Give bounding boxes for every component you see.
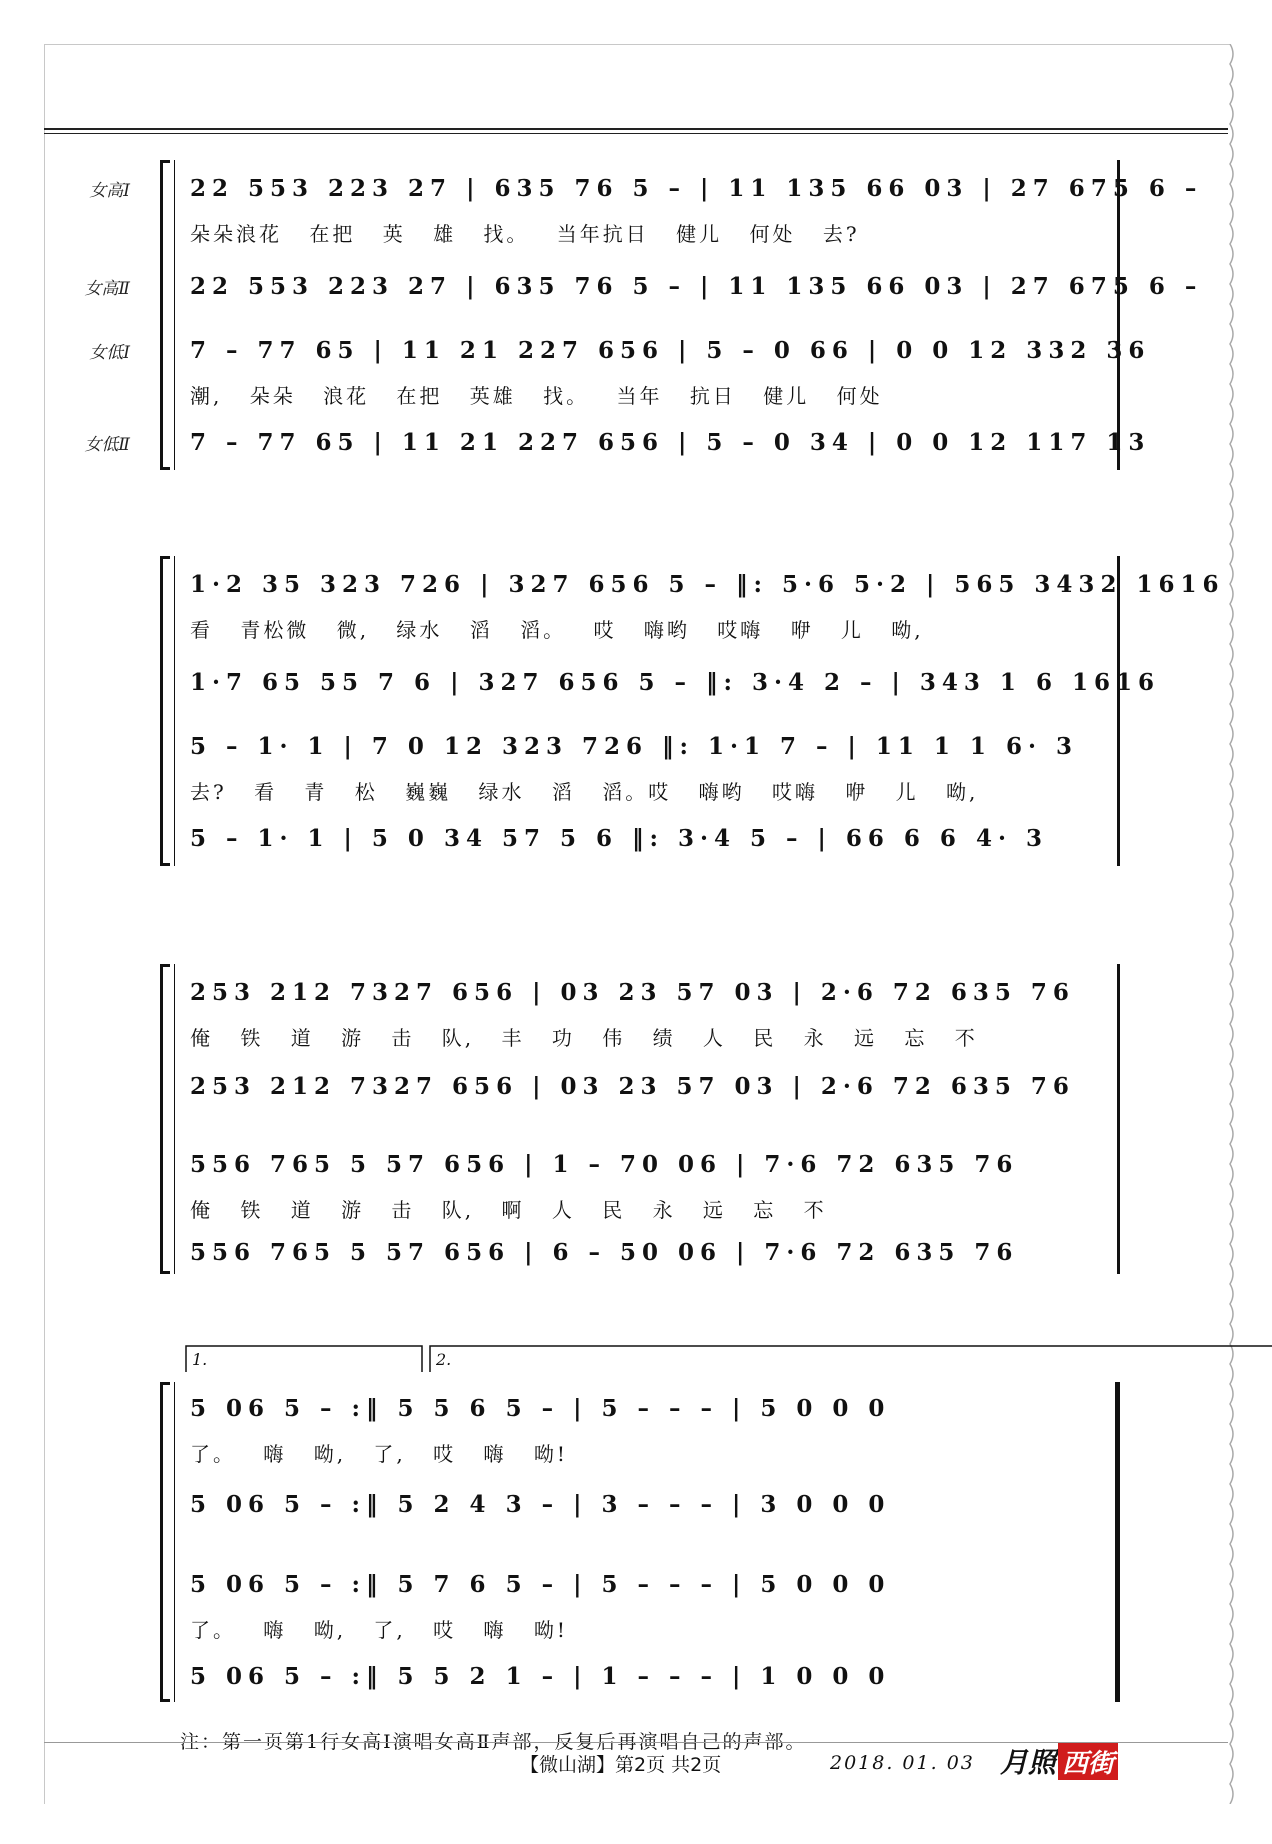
score-system-2	[160, 556, 1225, 866]
score-system-4	[160, 1350, 1120, 1702]
staff-row	[84, 420, 1272, 464]
notation-line: 556 765 5 57 656 | 1 – 70 06 | 7·6 72 635 76	[190, 1150, 1019, 1178]
system-bracket	[160, 964, 170, 1274]
notation-line: 253 212 7327 656 | 03 23 57 03 | 2·6 72 635 76	[190, 1072, 1075, 1100]
staff-row	[190, 970, 1272, 1014]
volta-2: 2.	[436, 1350, 452, 1369]
system-bar	[174, 1382, 175, 1702]
lyric-row	[190, 1430, 1272, 1474]
final-barline	[1115, 1382, 1120, 1702]
lyric-row	[190, 1186, 1272, 1230]
staff-row	[190, 816, 1272, 860]
header-rule	[44, 128, 1228, 130]
logo-text-a: 月照	[1000, 1746, 1057, 1779]
staff-row	[190, 1230, 1272, 1274]
part-name: 女低Ⅱ	[84, 434, 130, 455]
part-name: 女低Ⅰ	[89, 342, 130, 363]
lyric-line: 了。 嗨 呦, 了, 哎 嗨 呦!	[190, 1617, 568, 1642]
footnote: 注：第一页第1行女高Ⅰ演唱女高Ⅱ声部，反复后再演唱自己的声部。	[180, 1731, 807, 1753]
notation-line: 5 – 1· 1 | 5 0 34 57 5 6 ‖: 3·4 5 – | 66 6 6 4· 3	[190, 824, 1048, 852]
notation-line: 7 – 77 65 | 11 21 227 656 | 5 – 0 66 | 0 0 12 332 36	[190, 336, 1151, 364]
lyric-line: 看 青松微 微, 绿水 滔 滔。 哎 嗨哟 哎嗨 咿 儿 呦,	[190, 617, 924, 642]
volta-brackets	[184, 1344, 1272, 1374]
lyric-line: 去? 看 青 松 巍巍 绿水 滔 滔。哎 嗨哟 哎嗨 咿 儿 呦,	[190, 779, 979, 804]
lyric-row	[190, 768, 1272, 812]
logo-text-b: 西街	[1058, 1743, 1118, 1780]
staff-row	[89, 166, 1272, 210]
system-bracket	[160, 1382, 170, 1702]
torn-page-edge	[1228, 44, 1238, 1804]
staff-row	[190, 724, 1272, 768]
score-system-1	[84, 160, 1203, 470]
header-rule-thin	[44, 133, 1228, 134]
notation-line: 5 06 5 – :‖ 5 5 6 5 – | 5 – – – | 5 0 0 0	[190, 1394, 891, 1422]
notation-line: 253 212 7327 656 | 03 23 57 03 | 2·6 72 635 76	[190, 978, 1075, 1006]
system-bar	[174, 556, 175, 866]
notation-line: 556 765 5 57 656 | 6 – 50 06 | 7·6 72 635 76	[190, 1238, 1019, 1266]
system-bracket	[160, 160, 170, 470]
notation-line: 5 06 5 – :‖ 5 2 4 3 – | 3 – – – | 3 0 0 0	[190, 1490, 891, 1518]
end-barline	[1117, 556, 1120, 866]
lyric-line: 朵朵浪花 在把 英 雄 找。 当年抗日 健儿 何处 去?	[190, 221, 860, 246]
system-bar	[174, 160, 175, 470]
lyric-row	[190, 210, 1272, 254]
volta-1: 1.	[192, 1350, 208, 1369]
part-name: 女高Ⅱ	[84, 278, 130, 299]
staff-row	[84, 264, 1272, 308]
end-barline	[1117, 964, 1120, 1274]
part-name: 女高Ⅰ	[89, 180, 130, 201]
system-bracket	[160, 556, 170, 866]
lyric-line: 了。 嗨 呦, 了, 哎 嗨 呦!	[190, 1441, 568, 1466]
lyric-line: 俺 铁 道 游 击 队, 丰 功 伟 绩 人 民 永 远 忘 不	[190, 1025, 978, 1050]
lyric-row	[190, 606, 1272, 650]
lyric-line: 潮, 朵朵 浪花 在把 英雄 找。 当年 抗日 健儿 何处	[190, 383, 883, 408]
end-barline	[1117, 160, 1120, 470]
staff-row	[190, 1142, 1272, 1186]
staff-row	[190, 1064, 1272, 1108]
lyric-row	[190, 1606, 1272, 1650]
staff-row	[190, 660, 1272, 704]
notation-line: 1·7 65 55 7 6 | 327 656 5 – ‖: 3·4 2 – | 343 1 6 1616	[190, 668, 1160, 696]
staff-row	[89, 328, 1272, 372]
system-bar	[174, 964, 175, 1274]
notation-line: 5 06 5 – :‖ 5 7 6 5 – | 5 – – – | 5 0 0 0	[190, 1570, 891, 1598]
staff-row	[190, 1386, 1272, 1430]
staff-row	[190, 1654, 1272, 1698]
notation-line: 5 – 1· 1 | 7 0 12 323 726 ‖: 1·1 7 – | 11 1 1 6· 3	[190, 732, 1078, 760]
logo	[1000, 1740, 1120, 1782]
footer-date: 2018. 01. 03	[830, 1752, 975, 1774]
staff-row	[190, 562, 1272, 606]
lyric-row	[190, 1014, 1272, 1058]
notation-line: 22 553 223 27 | 635 76 5 – | 11 135 66 03 | 27 675 6 –	[190, 174, 1203, 202]
notation-line: 5 06 5 – :‖ 5 5 2 1 – | 1 – – – | 1 0 0 0	[190, 1662, 891, 1690]
notation-line: 22 553 223 27 | 635 76 5 – | 11 135 66 03 | 27 675 6 –	[190, 272, 1203, 300]
score-system-3	[160, 964, 1120, 1274]
lyric-line: 俺 铁 道 游 击 队, 啊 人 民 永 远 忘 不	[190, 1197, 827, 1222]
notation-line: 7 – 77 65 | 11 21 227 656 | 5 – 0 34 | 0 0 12 117 13	[190, 428, 1151, 456]
footer-title: 【微山湖】第2页 共2页	[520, 1754, 722, 1776]
staff-row	[190, 1562, 1272, 1606]
staff-row	[190, 1482, 1272, 1526]
notation-line: 1·2 35 323 726 | 327 656 5 – ‖: 5·6 5·2 | 565 3432 1616	[190, 570, 1225, 598]
lyric-row	[190, 372, 1272, 416]
